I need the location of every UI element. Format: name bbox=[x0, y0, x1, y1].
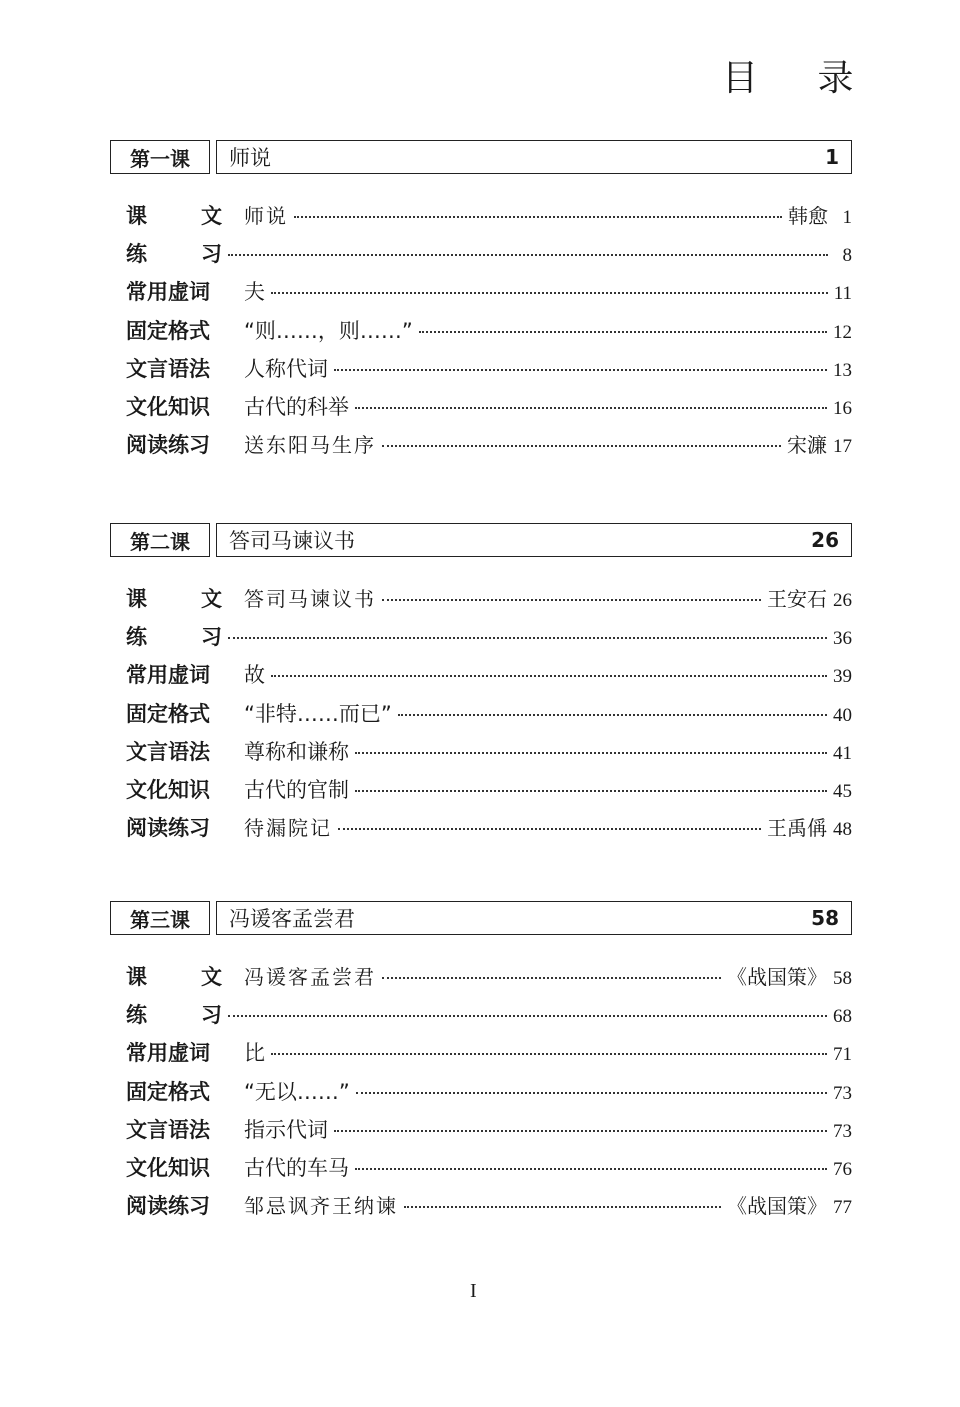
entry-label-part: 常用虚词 bbox=[126, 280, 210, 305]
entry-label-part: 文 bbox=[201, 587, 222, 611]
entry-label-part: 固定格式 bbox=[126, 1079, 210, 1104]
entry-label bbox=[126, 1037, 222, 1067]
entry-title: 古代的科举 bbox=[244, 394, 349, 419]
lesson-page: 58 bbox=[811, 906, 839, 930]
entry-page: 58 bbox=[833, 968, 852, 989]
entry-title: 冯谖客孟尝君 bbox=[244, 965, 376, 989]
entry-label-part: 文言语法 bbox=[126, 356, 210, 381]
lesson-page: 26 bbox=[811, 528, 839, 552]
dot-leader bbox=[382, 445, 781, 447]
entry-title: 师说 bbox=[244, 204, 288, 228]
entry-title: 古代的车马 bbox=[244, 1155, 349, 1180]
entry-label-part: 阅读练习 bbox=[126, 1194, 210, 1219]
entry-title: “非特……而已” bbox=[244, 701, 392, 726]
toc-entry[interactable] bbox=[126, 961, 852, 999]
entry-label bbox=[126, 1076, 222, 1106]
dot-leader bbox=[382, 977, 721, 979]
entry-page: 11 bbox=[833, 283, 852, 305]
lesson-title: 答司马谏议书 bbox=[229, 529, 355, 553]
lesson-section bbox=[110, 140, 852, 467]
toc-entry[interactable] bbox=[126, 429, 852, 467]
toc-entry[interactable] bbox=[126, 238, 852, 276]
entry-label bbox=[126, 276, 222, 306]
entry-label bbox=[126, 391, 222, 421]
toc-entry[interactable] bbox=[126, 200, 852, 238]
entry-label-part: 文言语法 bbox=[126, 1117, 210, 1142]
entry-label bbox=[126, 698, 222, 728]
entry-label bbox=[126, 999, 222, 1029]
lesson-title-box bbox=[216, 901, 852, 935]
entry-label bbox=[126, 961, 222, 991]
toc-entry[interactable] bbox=[126, 276, 852, 314]
entry-page: 1 bbox=[842, 207, 852, 228]
toc-entry[interactable] bbox=[126, 812, 852, 850]
entry-label bbox=[126, 1114, 222, 1144]
toc-entry[interactable] bbox=[126, 1037, 852, 1075]
page-title: 目 录 bbox=[722, 58, 878, 99]
entry-page: 16 bbox=[833, 397, 852, 419]
dot-leader bbox=[271, 1053, 827, 1055]
entry-label bbox=[126, 736, 222, 766]
entry-page: 26 bbox=[833, 590, 852, 611]
entry-label bbox=[126, 1152, 222, 1182]
entry-label bbox=[126, 583, 222, 613]
entry-label-part: 固定格式 bbox=[126, 318, 210, 343]
entry-label-part: 练 bbox=[126, 242, 147, 267]
toc-entry[interactable] bbox=[126, 1114, 852, 1152]
entry-label-part: 文化知识 bbox=[126, 394, 210, 419]
lesson-title-box bbox=[216, 140, 852, 174]
entry-page: 71 bbox=[833, 1044, 852, 1066]
entry-author: 王禹偁 bbox=[767, 816, 827, 841]
lesson-header[interactable] bbox=[110, 140, 852, 174]
lesson-number: 第三课 bbox=[110, 901, 210, 935]
page-number: I bbox=[470, 1280, 477, 1302]
dot-leader bbox=[271, 675, 827, 677]
lesson-title-box bbox=[216, 523, 852, 557]
entry-title: 邹忌讽齐王纳谏 bbox=[244, 1194, 398, 1219]
dot-leader bbox=[228, 1015, 827, 1017]
entry-title: 尊称和谦称 bbox=[244, 739, 349, 764]
dot-leader bbox=[338, 828, 761, 830]
entry-page: 68 bbox=[833, 1006, 852, 1028]
entry-page: 73 bbox=[833, 1120, 852, 1142]
entry-title: 夫 bbox=[244, 280, 265, 305]
entry-author: 韩愈 bbox=[788, 204, 828, 228]
entry-label bbox=[126, 1190, 222, 1220]
toc-entry[interactable] bbox=[126, 583, 852, 621]
entry-page: 41 bbox=[833, 742, 852, 764]
entry-title: “无以……” bbox=[244, 1079, 350, 1104]
entry-title: 比 bbox=[244, 1041, 265, 1066]
dot-leader bbox=[334, 369, 827, 371]
entry-label bbox=[126, 238, 222, 268]
entry-label-part: 阅读练习 bbox=[126, 816, 210, 841]
dot-leader bbox=[382, 599, 761, 601]
dot-leader bbox=[334, 1130, 827, 1132]
entry-label-part: 课 bbox=[126, 965, 147, 989]
toc-entry[interactable] bbox=[126, 698, 852, 736]
entry-page: 12 bbox=[833, 321, 852, 343]
entry-page: 48 bbox=[833, 819, 852, 841]
entry-title: 指示代词 bbox=[244, 1117, 328, 1142]
entry-label-part: 习 bbox=[201, 1003, 222, 1028]
lesson-section bbox=[110, 523, 852, 850]
dot-leader bbox=[419, 331, 827, 333]
entry-title: “则……，则……” bbox=[244, 318, 413, 343]
dot-leader bbox=[355, 1168, 827, 1170]
entry-title: 答司马谏议书 bbox=[244, 587, 376, 611]
dot-leader bbox=[294, 216, 782, 218]
entry-title: 送东阳马生序 bbox=[244, 433, 376, 458]
entry-page: 17 bbox=[833, 436, 852, 458]
entry-page: 45 bbox=[833, 780, 852, 802]
entry-author: 宋濂 bbox=[787, 433, 827, 458]
toc-entry[interactable] bbox=[126, 774, 852, 812]
dot-leader bbox=[356, 1092, 827, 1094]
lesson-section bbox=[110, 901, 852, 1228]
entry-title: 人称代词 bbox=[244, 356, 328, 381]
entry-label bbox=[126, 659, 222, 689]
dot-leader bbox=[355, 790, 827, 792]
entry-list bbox=[110, 583, 852, 850]
entry-label bbox=[126, 774, 222, 804]
entry-page: 73 bbox=[833, 1082, 852, 1104]
entry-author: 《战国策》 bbox=[727, 1194, 827, 1219]
entry-title: 古代的官制 bbox=[244, 777, 349, 802]
toc-entry[interactable] bbox=[126, 736, 852, 774]
entry-label-part: 练 bbox=[126, 625, 147, 650]
entry-label-part: 文 bbox=[201, 204, 222, 228]
dot-leader bbox=[228, 254, 828, 256]
entry-label-part: 阅读练习 bbox=[126, 433, 210, 458]
toc-entry[interactable] bbox=[126, 621, 852, 659]
entry-label bbox=[126, 315, 222, 345]
entry-label-part: 文化知识 bbox=[126, 777, 210, 802]
entry-label-part: 课 bbox=[126, 204, 147, 228]
entry-page: 76 bbox=[833, 1158, 852, 1180]
lesson-header[interactable] bbox=[110, 523, 852, 557]
dot-leader bbox=[404, 1206, 721, 1208]
toc-entry[interactable] bbox=[126, 659, 852, 697]
dot-leader bbox=[228, 637, 827, 639]
entry-author: 《战国策》 bbox=[727, 965, 827, 989]
entry-label-part: 文 bbox=[201, 965, 222, 989]
lesson-number: 第一课 bbox=[110, 140, 210, 174]
entry-page: 8 bbox=[842, 245, 852, 267]
entry-title: 故 bbox=[244, 663, 265, 688]
entry-list bbox=[110, 961, 852, 1228]
toc-entry[interactable] bbox=[126, 999, 852, 1037]
entry-label bbox=[126, 200, 222, 230]
dot-leader bbox=[271, 292, 828, 294]
entry-label-part: 课 bbox=[126, 587, 147, 611]
entry-list bbox=[110, 200, 852, 467]
entry-page: 39 bbox=[833, 666, 852, 688]
entry-label bbox=[126, 429, 222, 459]
entry-page: 13 bbox=[833, 359, 852, 381]
lesson-title: 冯谖客孟尝君 bbox=[229, 907, 355, 931]
entry-label-part: 文化知识 bbox=[126, 1155, 210, 1180]
toc-entry[interactable] bbox=[126, 1152, 852, 1190]
toc-entry[interactable] bbox=[126, 315, 852, 353]
entry-label-part: 习 bbox=[201, 242, 222, 267]
entry-page: 40 bbox=[833, 704, 852, 726]
entry-page: 77 bbox=[833, 1197, 852, 1219]
entry-label-part: 文言语法 bbox=[126, 739, 210, 764]
dot-leader bbox=[355, 752, 827, 754]
lesson-number: 第二课 bbox=[110, 523, 210, 557]
dot-leader bbox=[355, 407, 827, 409]
entry-label-part: 常用虚词 bbox=[126, 663, 210, 688]
toc-entry[interactable] bbox=[126, 1076, 852, 1114]
entry-author: 王安石 bbox=[767, 587, 827, 611]
toc-entry[interactable] bbox=[126, 353, 852, 391]
lesson-header[interactable] bbox=[110, 901, 852, 935]
entry-label bbox=[126, 353, 222, 383]
entry-label-part: 常用虚词 bbox=[126, 1041, 210, 1066]
entry-label-part: 固定格式 bbox=[126, 701, 210, 726]
entry-label-part: 练 bbox=[126, 1003, 147, 1028]
dot-leader bbox=[398, 714, 827, 716]
entry-page: 36 bbox=[833, 628, 852, 650]
entry-label bbox=[126, 812, 222, 842]
toc-entry[interactable] bbox=[126, 391, 852, 429]
toc-entry[interactable] bbox=[126, 1190, 852, 1228]
entry-label bbox=[126, 621, 222, 651]
entry-label-part: 习 bbox=[201, 625, 222, 650]
lesson-page: 1 bbox=[825, 145, 839, 169]
lesson-title: 师说 bbox=[229, 146, 271, 170]
entry-title: 待漏院记 bbox=[244, 816, 332, 841]
